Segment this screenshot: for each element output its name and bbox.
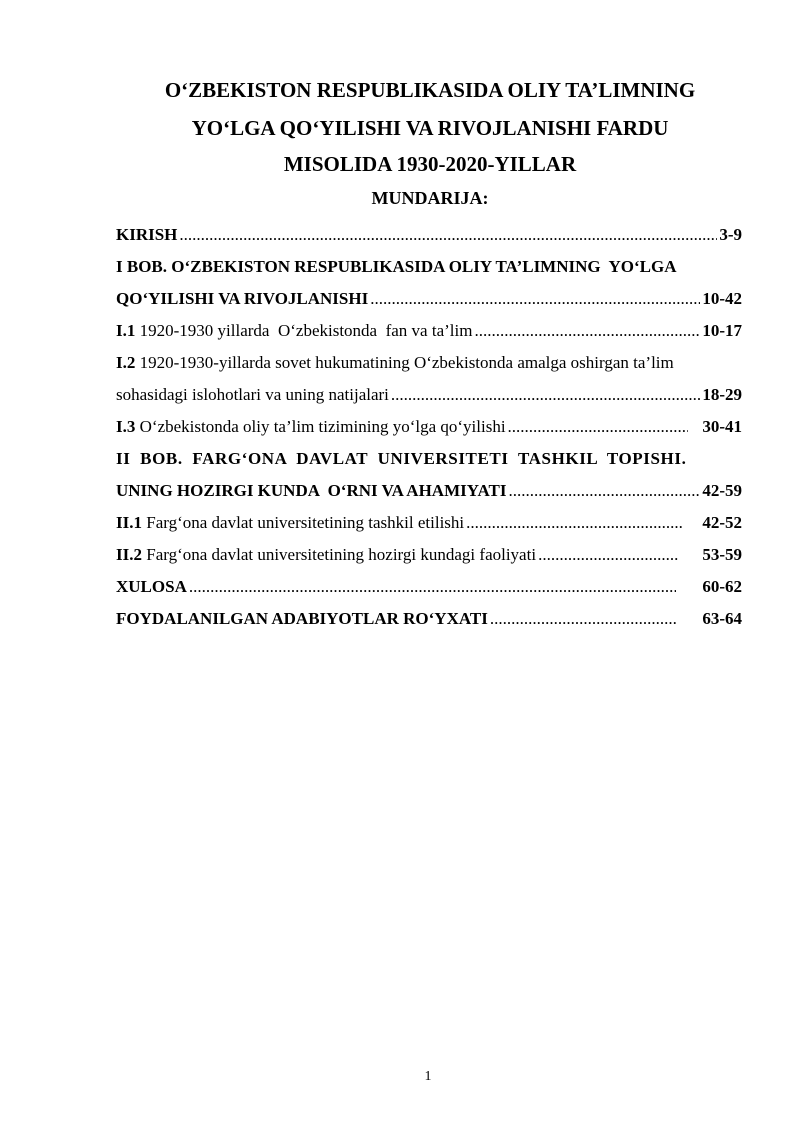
toc-entry-number: I.3 [116, 417, 136, 436]
toc-entry-pages: 3-9 [719, 225, 742, 244]
dot-leader [490, 610, 677, 627]
toc-entry-label: KIRISH [116, 225, 178, 244]
toc-entry-number: I.1 [116, 321, 136, 340]
toc-entry-section-1-3 [116, 418, 742, 435]
page-number: 1 [424, 1069, 432, 1084]
toc-entry-label: UNING HOZIRGI KUNDA O‘RNI VA AHAMIYATI [116, 481, 507, 500]
toc-entry-number: I.2 [116, 353, 136, 372]
toc-entry-pages: 53-59 [702, 545, 742, 564]
document-title-line-2: YO‘LGA QO‘YILISHI VA RIVOJLANISHI FARDU [191, 116, 669, 140]
toc-entry-chapter-2-line-1 [116, 450, 742, 467]
toc-entry-section-1-2 [116, 386, 742, 403]
toc-heading: MUNDARIJA: [371, 188, 489, 208]
toc-entry-xulosa [116, 578, 742, 595]
toc-entry-chapter-1 [116, 290, 742, 307]
toc-entry-label: FOYDALANILGAN ADABIYOTLAR RO‘YXATI [116, 609, 488, 628]
document-title-line-3: MISOLIDA 1930-2020-YILLAR [283, 152, 577, 176]
toc-entry-section-2-2 [116, 546, 742, 563]
toc-entry-pages: 30-41 [702, 417, 742, 436]
toc-entry-references [116, 610, 742, 627]
toc-entry-pages: 63-64 [702, 609, 742, 628]
toc-entry-pages: 18-29 [702, 385, 742, 404]
dot-leader [474, 322, 700, 339]
dot-leader [508, 418, 689, 435]
toc-entry-kirish [116, 226, 742, 243]
toc-entry-section-1-1 [116, 322, 742, 339]
toc-entry-pages: 10-17 [702, 321, 742, 340]
toc-entry-section-1-2-line-1 [116, 354, 742, 371]
toc-entry-label: QO‘YILISHI VA RIVOJLANISHI [116, 289, 369, 308]
toc-entry-pages: 10-42 [702, 289, 742, 308]
dot-leader [508, 482, 700, 499]
toc-entry-label: 1920-1930 yillarda O‘zbekistonda fan va ta’lim [139, 321, 473, 340]
toc-entry-label: O‘zbekistonda oliy ta’lim tizimining yo‘lga qo‘yilishi [139, 417, 506, 436]
dot-leader [391, 386, 700, 403]
dot-leader [370, 290, 700, 307]
document-title-line-1: O‘ZBEKISTON RESPUBLIKASIDA OLIY TA’LIMNING [164, 78, 696, 102]
toc-entry-label: XULOSA [116, 577, 187, 596]
toc-entry-label: Farg‘ona davlat universitetining tashkil etilishi [146, 513, 465, 532]
table-of-contents [116, 222, 742, 642]
toc-entry-label: Farg‘ona davlat universitetining hozirgi kundagi faoliyati [146, 545, 537, 564]
toc-entry-pages: 42-52 [702, 513, 742, 532]
dot-leader [538, 546, 678, 563]
toc-entry-line: 1920-1930-yillarda sovet hukumatining O‘zbekistonda amalga oshirgan ta’lim [139, 353, 674, 372]
dot-leader [179, 226, 717, 243]
dot-leader [466, 514, 684, 531]
toc-entry-section-2-1 [116, 514, 742, 531]
toc-entry-chapter-1-line-1 [116, 258, 742, 275]
toc-entry-pages: 60-62 [702, 577, 742, 596]
toc-entry-pages: 42-59 [702, 481, 742, 500]
dot-leader [189, 578, 676, 595]
toc-entry-number: II.2 [116, 545, 142, 564]
toc-entry-number: II.1 [116, 513, 142, 532]
toc-entry-line: I BOB. O‘ZBEKISTON RESPUBLIKASIDA OLIY TA’LIMNING YO‘LGA [116, 257, 677, 276]
toc-entry-label: sohasidagi islohotlari va uning natijalari [116, 385, 389, 404]
toc-entry-chapter-2 [116, 482, 742, 499]
toc-entry-line: II BOB. FARG‘ONA DAVLAT UNIVERSITETI TASHKIL TOPISHI. [116, 449, 687, 468]
